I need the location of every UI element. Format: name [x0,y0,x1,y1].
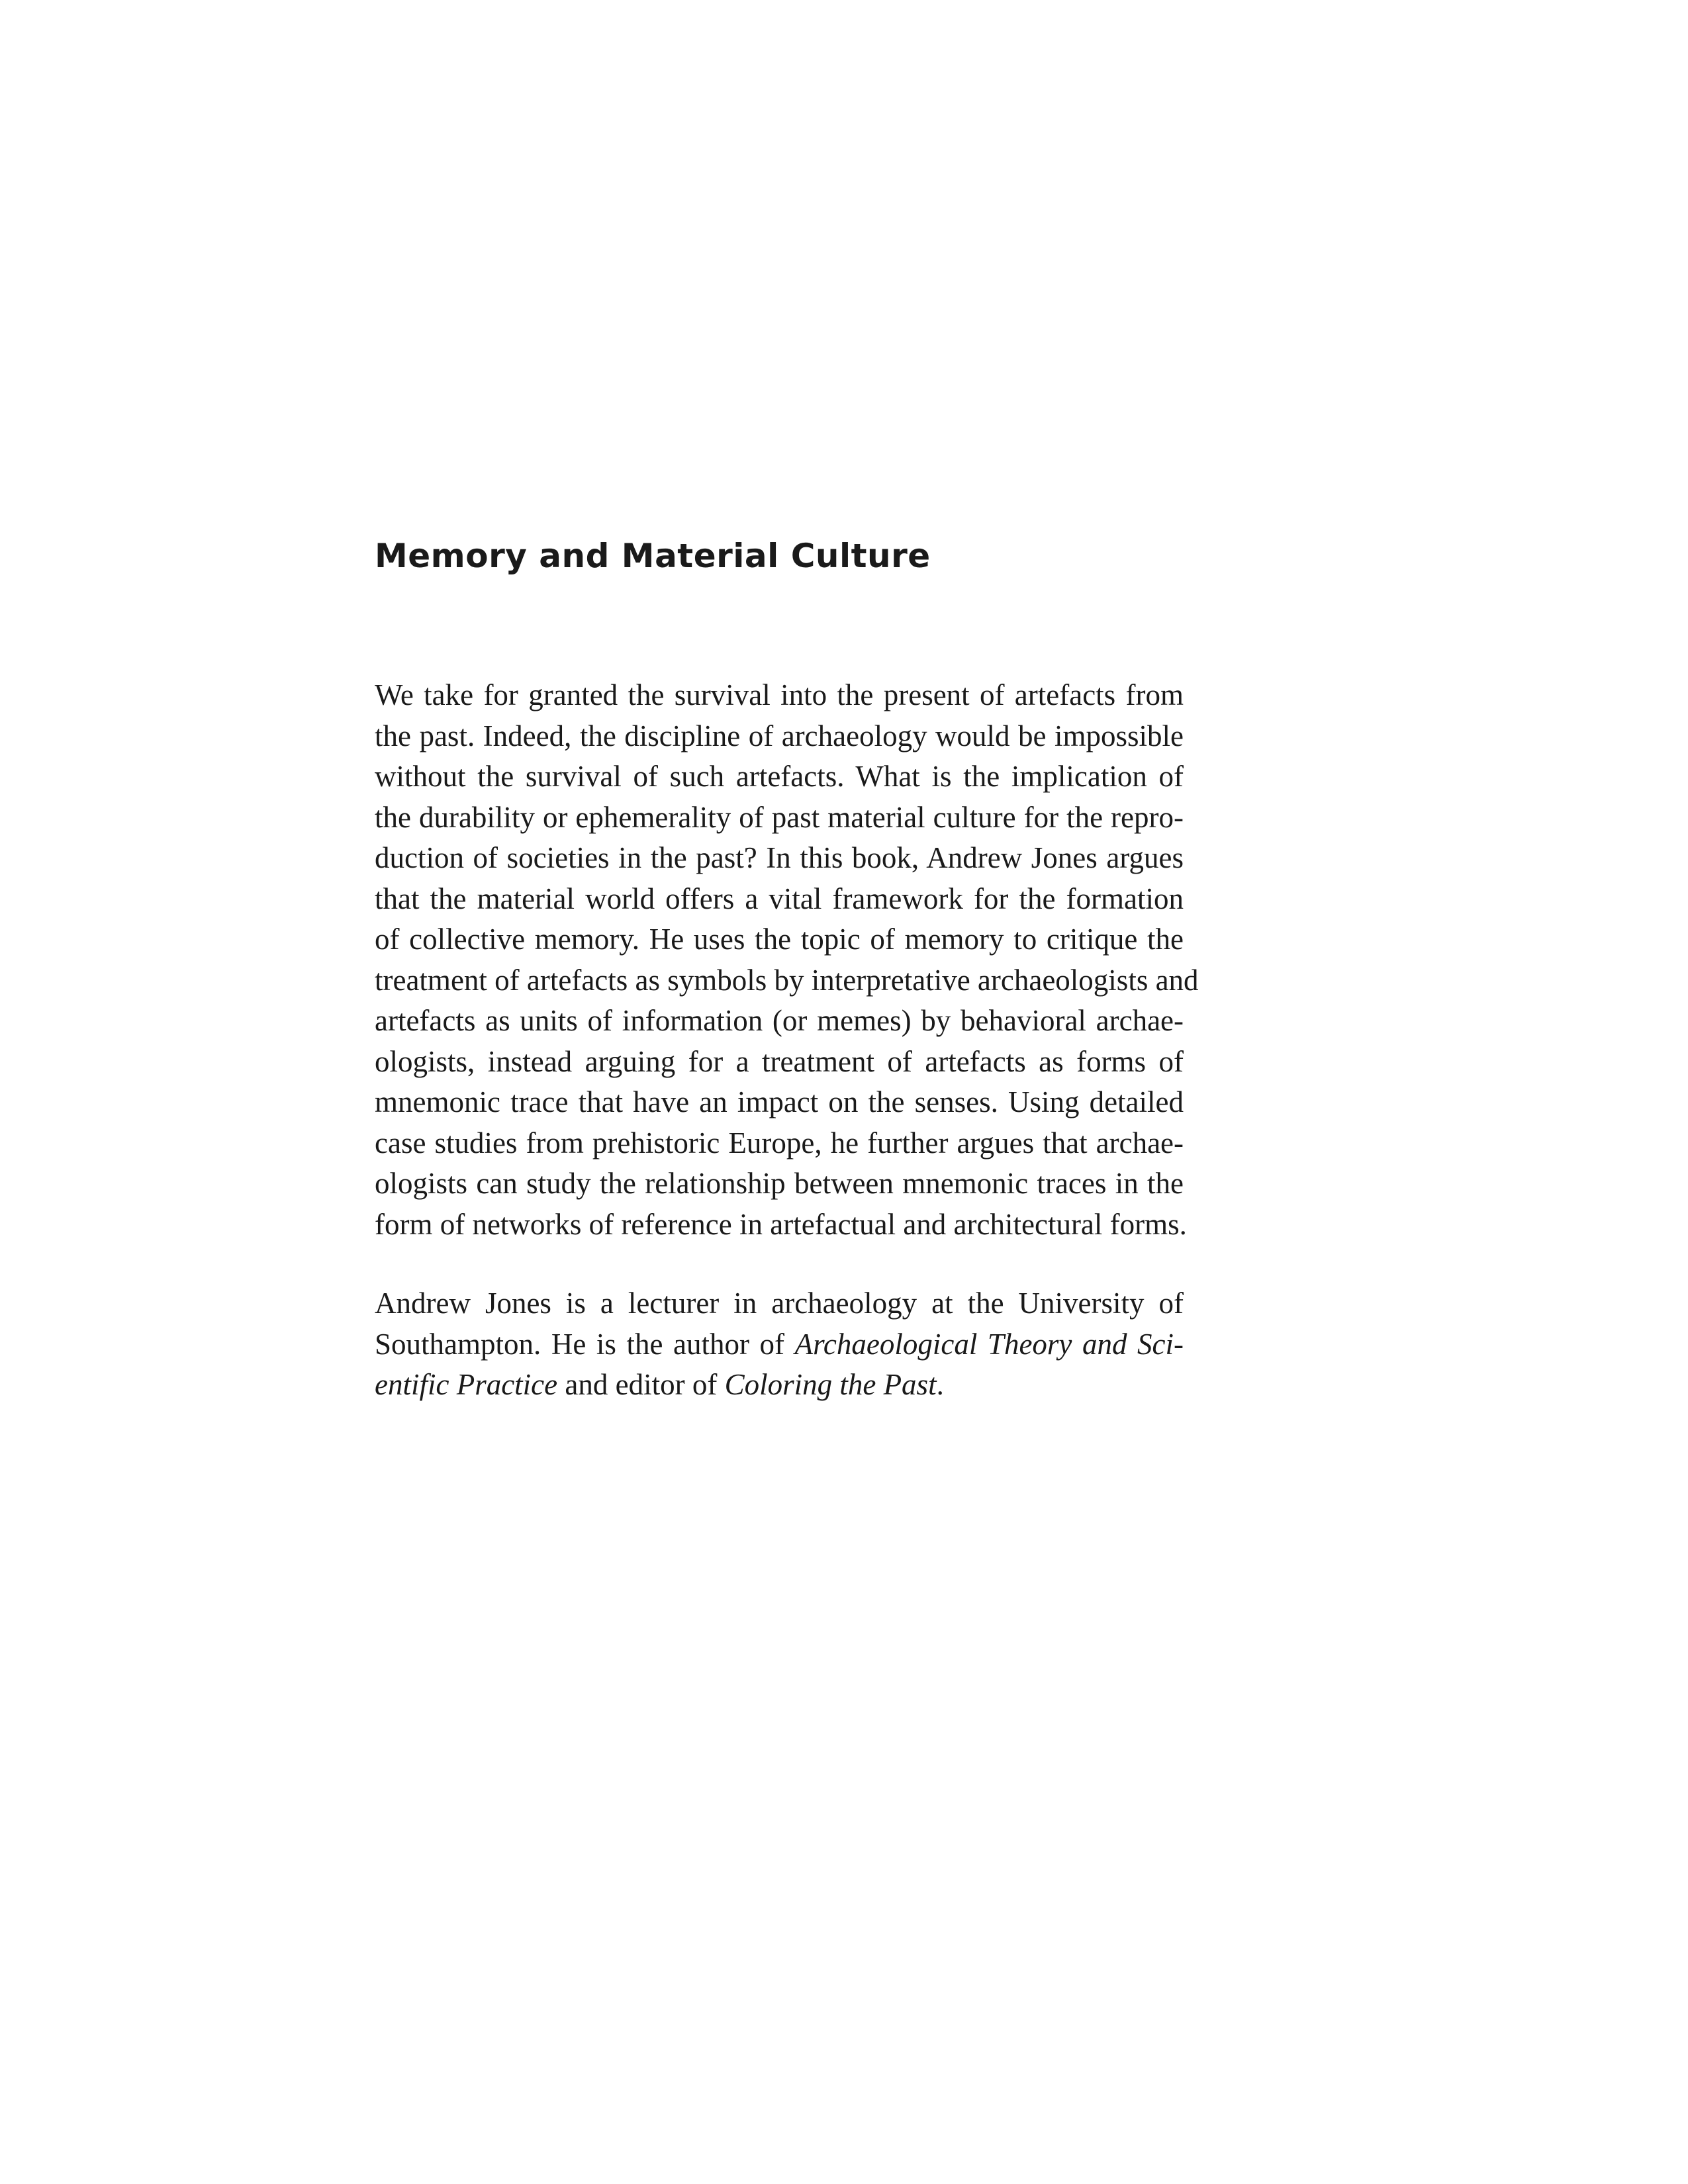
paragraph-line: ologists can study the relationship between mnemonic traces in the [375,1167,1184,1200]
paragraph-line: treatment of artefacts as symbols by interpretative archaeologists and [375,963,1199,997]
bio-text: and editor of [557,1368,725,1401]
paragraph-line: case studies from prehistoric Europe, he further argues that archae- [375,1126,1184,1160]
bio-text: . [936,1368,944,1401]
book-title-archaeological-theory-cont: entific Practice [375,1368,558,1401]
author-bio-paragraph [375,1283,1184,1406]
book-title-archaeological-theory: Archaeological Theory and Sci- [794,1327,1184,1361]
paragraph-line: the durability or ephemerality of past material culture for the repro- [375,800,1184,834]
page-title: Memory and Material Culture [375,537,931,575]
bio-text: Southampton. He is the author of [375,1327,795,1361]
paragraph-line: that the material world offers a vital framework for the formation [375,882,1184,915]
paragraph-line: form of networks of reference in artefactual and architectural forms. [375,1207,1187,1241]
text-block [375,536,1199,1406]
paragraph-line: duction of societies in the past? In this book, Andrew Jones argues [375,841,1184,874]
paragraph-line: We take for granted the survival into the present of artefacts from [375,678,1184,711]
paragraph-line: without the survival of such artefacts. What is the implication of [375,760,1184,793]
book-title-coloring-the-past: Coloring the Past [724,1368,937,1401]
paragraph-line: ologists, instead arguing for a treatment of artefacts as forms of [375,1044,1184,1078]
bio-line: Andrew Jones is a lecturer in archaeology at the University of [375,1287,1184,1320]
paragraph-line: artefacts as units of information (or memes) by behavioral archae- [375,1004,1184,1037]
paragraph-line: the past. Indeed, the discipline of archaeology would be impossible [375,719,1184,752]
paragraph-line: mnemonic trace that have an impact on the senses. Using detailed [375,1085,1184,1118]
description-paragraph [375,675,1199,1245]
paragraph-line: of collective memory. He uses the topic of memory to critique the [375,923,1184,956]
bio-line [375,1324,1184,1365]
bio-line [375,1365,1184,1406]
